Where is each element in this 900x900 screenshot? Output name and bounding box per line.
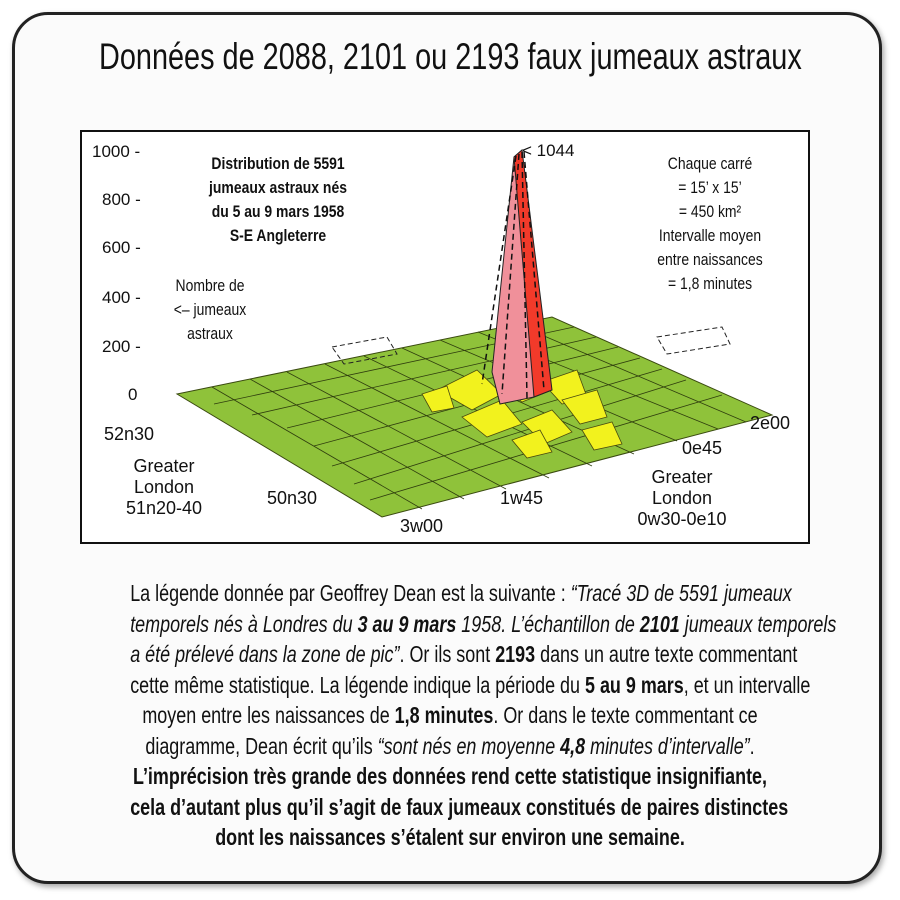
caption-line-3: a été prélevé dans la zone de pic”. Or ils sont 2193 dans un autre texte commentant [130, 641, 798, 667]
y-axis-ticks [92, 142, 141, 404]
axis-label [161, 274, 259, 346]
caption-line-5: moyen entre les naissances de 1,8 minutes. Or dans le texte commentant ce [142, 702, 758, 728]
lat-label-50n30: 50n30 [267, 488, 318, 508]
gl-right-2: London [651, 488, 713, 508]
page-title: Données de 2088, 2101 ou 2193 faux jumeaux astraux [99, 36, 802, 77]
distribution-line: S-E Angleterre [229, 226, 327, 245]
square-line: = 15’ x 15’ [678, 178, 742, 197]
axis-label-line: astraux [187, 324, 233, 343]
dashed-box-right [657, 327, 730, 354]
peak-label: < 1044 [522, 141, 575, 160]
distribution-line: Distribution de 5591 [211, 154, 345, 173]
caption-text [40, 578, 860, 853]
y-tick-400: 400 - [102, 288, 141, 307]
distribution-line: du 5 au 9 mars 1958 [211, 202, 345, 221]
square-line: = 1,8 minutes [667, 274, 753, 293]
lon-label-0e45: 0e45 [682, 438, 723, 458]
lon-label-1w45: 1w45 [500, 488, 544, 508]
greater-london-right [637, 467, 726, 529]
axis-label-line: Nombre de [175, 276, 245, 295]
square-line: = 450 km² [678, 202, 742, 221]
square-line: Chaque carré [667, 154, 753, 173]
greater-london-left [126, 456, 202, 518]
caption-line-8: cela d’autant plus qu’il s’agit de faux jumeaux constitués de paires distinctes [130, 793, 789, 820]
caption-line-9: dont les naissances s’étalent sur environ une semaine. [215, 824, 685, 850]
distribution-line: jumeaux astraux nés [209, 178, 347, 197]
y-tick-800: 800 - [102, 190, 141, 209]
caption-line-6: diagramme, Dean écrit qu’ils “sont nés en moyenne 4,8 minutes d’intervalle”. [145, 732, 755, 759]
axis-label-line: <– jumeaux [173, 300, 247, 319]
y-tick-200: 200 - [102, 337, 141, 356]
caption-line-4: cette même statistique. La légende indique la période du 5 au 9 mars, et un intervalle [130, 671, 811, 698]
y-tick-0: 0 [128, 385, 138, 404]
caption-line-2: temporels nés à Londres du 3 au 9 mars 1958. L’échantillon de 2101 jumeaux temporels [130, 610, 837, 637]
gl-right-3: 0w30-0e10 [637, 509, 727, 529]
gl-left-3: 51n20-40 [125, 498, 203, 518]
caption-line-1: La légende donnée par Geoffrey Dean est la suivante : “Tracé 3D de 5591 jumeaux [130, 580, 792, 606]
square-label [644, 152, 775, 296]
square-line: entre naissances [657, 250, 763, 269]
caption-line-7: L’imprécision très grande des données rend cette statistique insignifiante, [132, 763, 768, 789]
y-tick-600: 600 - [102, 238, 141, 257]
lon-label-3w00: 3w00 [400, 516, 444, 536]
gl-left-1: Greater [133, 456, 195, 476]
gl-right-1: Greater [651, 467, 713, 487]
lon-label-2e00: 2e00 [750, 413, 791, 433]
gl-left-2: London [133, 477, 195, 497]
y-tick-1000: 1000 - [92, 142, 141, 161]
lat-label-52n30: 52n30 [104, 424, 155, 444]
surface-plot-figure [80, 130, 810, 544]
distribution-label [196, 152, 360, 248]
square-line: Intervalle moyen [658, 226, 762, 245]
